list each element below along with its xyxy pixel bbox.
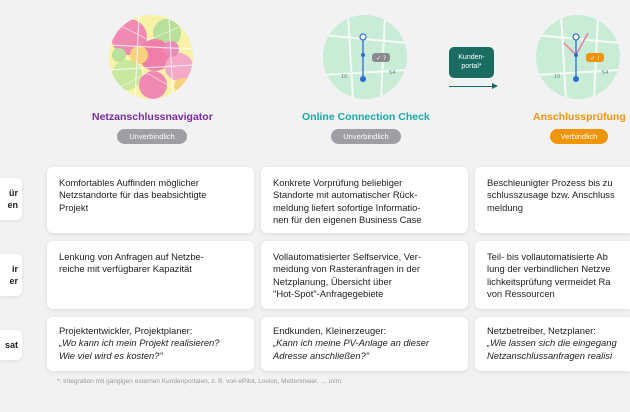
- status-badge-anschlusspruefung: Verbindlich: [550, 129, 608, 144]
- svg-text:54: 54: [602, 70, 609, 76]
- heatmap-map-icon: [109, 15, 193, 99]
- card-row2-connection-check: Vollautomatisierter Selfservice, Ver- meidung von Rasteranfragen in der Netzplanung, Übersicht über "Hot-Spot"-Anfragegebiete: [261, 241, 468, 309]
- svg-text:10: 10: [554, 74, 561, 80]
- column-title-navigator: Netzanschlussnavigator: [92, 111, 213, 123]
- row-label-2: ir er: [0, 254, 22, 296]
- card-row2-anschlusspruefung: Teil- bis vollautomatisierte Ab lung der verbindlichen Netzve lichkeitsprüfung vermeidet Ra von Ressourcen: [475, 241, 630, 309]
- svg-text:54: 54: [389, 70, 396, 76]
- connection-check-binding-map-icon: [536, 15, 620, 99]
- svg-text:10: 10: [341, 74, 348, 80]
- status-badge-navigator: Unverbindlich: [117, 129, 187, 144]
- card-row1-navigator: Komfortables Auffinden möglicher Netzstandorte für das beabsichtigte Projekt: [47, 167, 254, 233]
- arrow-right-line: [449, 86, 495, 87]
- card-row1-anschlusspruefung: Beschleunigter Prozess bis zu schlusszusage bzw. Anschluss meldung: [475, 167, 630, 233]
- svg-text:✓ ?: ✓ ?: [375, 55, 387, 62]
- kundenportal-box: [449, 47, 494, 78]
- card-row3-connection-check: Endkunden, Kleinerzeuger: „Kann ich meine PV-Anlage an dieser Adresse anschließen?": [261, 317, 468, 371]
- card-row3-anschlusspruefung: Netzbetreiber, Netzplaner: „Wie lassen sich die eingegang Netzanschlussanfragen realisi: [475, 317, 630, 371]
- connection-check-map-icon: [323, 15, 407, 99]
- row-label-1: ür en: [0, 178, 22, 220]
- arrow-right-icon: [492, 83, 498, 89]
- kundenportal-label-1: Kunden-: [458, 54, 485, 61]
- status-badge-connection-check: Unverbindlich: [331, 129, 401, 144]
- card-row3-navigator: Projektentwickler, Projektplaner: „Wo kann ich mein Projekt realisieren? Wie viel wird es kosten?": [47, 317, 254, 371]
- card-row2-navigator: Lenkung von Anfragen auf Netzbe- reiche mit verfügbarer Kapazität: [47, 241, 254, 309]
- kundenportal-label-2: portal*: [461, 63, 482, 70]
- column-title-anschlusspruefung: Anschlussprüfung: [533, 111, 626, 123]
- card-row1-connection-check: Konkrete Vorprüfung beliebiger Standorte mit automatischer Rück- meldung liefert sofortige Informatio- nen für den eigenen Business Case: [261, 167, 468, 233]
- row-label-3: sat: [0, 330, 22, 360]
- footnote: *: Integration mit gängigen externen Kundenportalen, z. B. von ePilot, Lovion, Mettenmeier, … uvm.: [57, 378, 343, 385]
- column-title-connection-check: Online Connection Check: [302, 111, 430, 123]
- svg-text:✓ !: ✓ !: [590, 55, 600, 62]
